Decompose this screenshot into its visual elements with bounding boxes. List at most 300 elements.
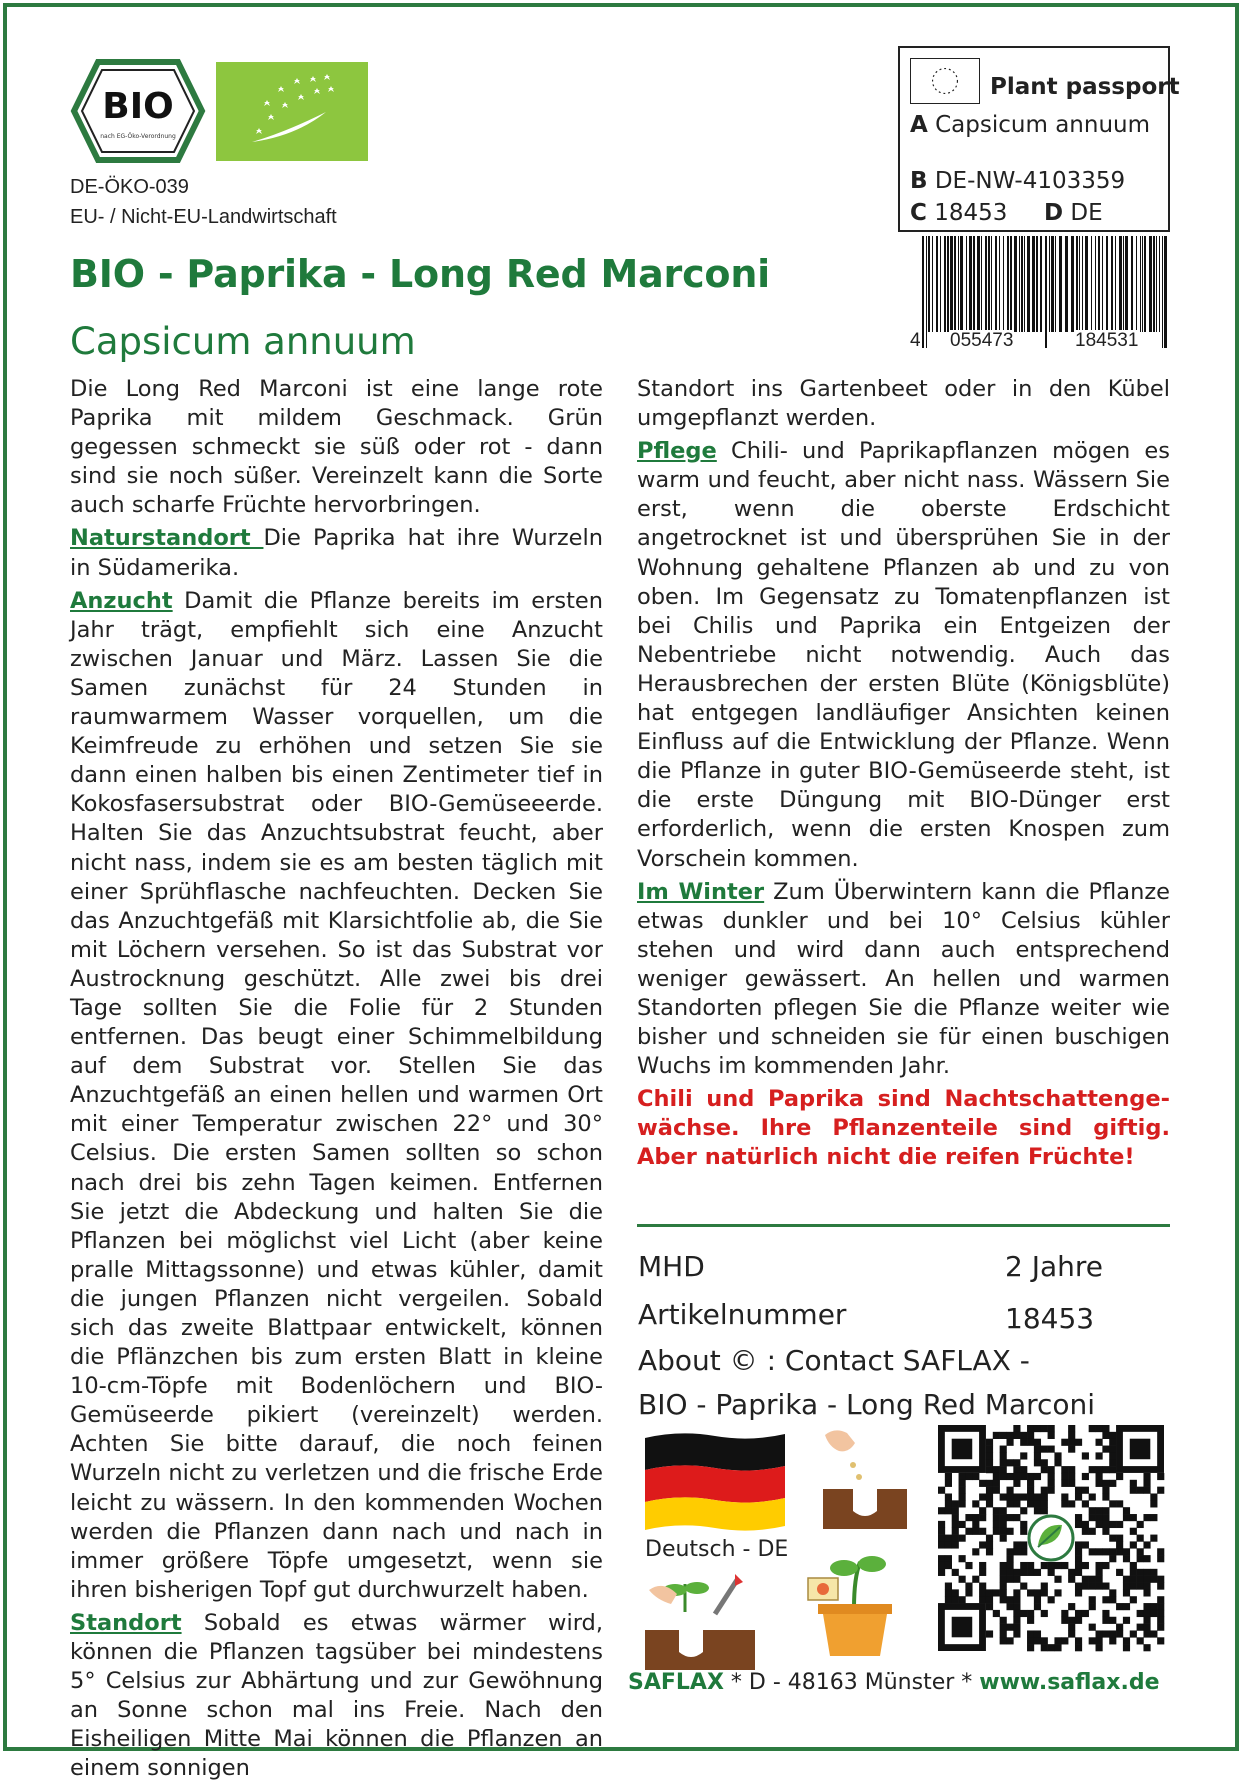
standort-text: Sobald es etwas wärmer wird, können die Pflanzen tagsüber bei mindestens 5° Celsius zur Abhärtung und zur Gewöhnung an Sonne schon mal ins Freie. Nach den Eisheiligen Mitte Mai können die Pflanzen an einem sonnigen	[70, 1609, 603, 1782]
qr-module	[938, 1555, 945, 1562]
qr-module	[959, 1555, 966, 1562]
qr-module	[945, 1507, 952, 1514]
qr-module	[1075, 1644, 1082, 1651]
qr-module	[1109, 1439, 1116, 1446]
qr-module	[1000, 1562, 1007, 1569]
qr-module	[993, 1507, 1000, 1514]
qr-module	[1082, 1473, 1089, 1480]
qr-module	[1116, 1603, 1123, 1610]
passport-line-a	[910, 112, 1150, 138]
qr-module	[972, 1548, 979, 1555]
qr-module	[1034, 1459, 1041, 1466]
qr-module	[1041, 1562, 1048, 1569]
qr-module	[1109, 1589, 1116, 1596]
qr-module	[952, 1514, 959, 1521]
qr-module	[1006, 1555, 1013, 1562]
qr-module	[952, 1541, 959, 1548]
qr-module	[1020, 1432, 1027, 1439]
qr-module	[945, 1500, 952, 1507]
qr-module	[1089, 1596, 1096, 1603]
barcode-bar	[1014, 236, 1017, 332]
qr-module	[1089, 1514, 1096, 1521]
qr-module	[1109, 1446, 1116, 1453]
qr-module	[1096, 1507, 1103, 1514]
certification-code: DE-ÖKO-039	[70, 176, 189, 198]
qr-module	[1027, 1480, 1034, 1487]
qr-module	[1027, 1630, 1034, 1637]
qr-module	[986, 1603, 993, 1610]
barcode-bar	[985, 236, 987, 332]
qr-module	[1006, 1624, 1013, 1631]
qr-module	[1000, 1535, 1007, 1542]
qr-module	[1157, 1473, 1164, 1480]
qr-module	[1082, 1528, 1089, 1535]
qr-module	[1027, 1569, 1034, 1576]
qr-module	[1000, 1576, 1007, 1583]
qr-module	[1143, 1487, 1150, 1494]
qr-module	[1130, 1596, 1137, 1603]
qr-module	[1157, 1610, 1164, 1617]
barcode-bar	[1051, 236, 1054, 332]
qr-module	[952, 1528, 959, 1535]
barcode-bar	[936, 236, 938, 332]
barcode-bar	[922, 236, 924, 348]
qr-module	[1061, 1466, 1068, 1473]
qr-module	[1130, 1562, 1137, 1569]
qr-module	[1020, 1583, 1027, 1590]
naturstandort-heading: Naturstandort	[70, 525, 264, 552]
barcode-bar	[1019, 236, 1020, 332]
qr-module	[1020, 1610, 1027, 1617]
sowing-hand-icon	[815, 1425, 915, 1530]
qr-module	[1020, 1473, 1027, 1480]
qr-module	[1068, 1432, 1075, 1439]
qr-module	[1068, 1603, 1075, 1610]
qr-module	[1000, 1630, 1007, 1637]
qr-module	[1061, 1610, 1068, 1617]
qr-module	[1034, 1596, 1041, 1603]
qr-module	[993, 1466, 1000, 1473]
qr-module	[1157, 1617, 1164, 1624]
qr-module	[1075, 1493, 1082, 1500]
qr-module	[1034, 1493, 1041, 1500]
qr-module	[986, 1500, 993, 1507]
qr-module	[1000, 1521, 1007, 1528]
qr-module	[1109, 1466, 1116, 1473]
barcode-bar	[1079, 236, 1080, 332]
qr-module	[1109, 1555, 1116, 1562]
qr-module	[1006, 1603, 1013, 1610]
right-text-column	[637, 375, 1170, 1177]
qr-module	[1027, 1432, 1034, 1439]
qr-module	[1048, 1466, 1055, 1473]
qr-module	[1089, 1493, 1096, 1500]
qr-module	[1048, 1432, 1055, 1439]
qr-module	[1109, 1521, 1116, 1528]
qr-module	[1109, 1452, 1116, 1459]
qr-module	[1109, 1459, 1116, 1466]
qr-module	[1157, 1583, 1164, 1590]
qr-module	[1061, 1617, 1068, 1624]
barcode-bar	[944, 236, 946, 332]
qr-module	[1034, 1473, 1041, 1480]
barcode-bar	[1065, 236, 1068, 332]
qr-module	[965, 1562, 972, 1569]
qr-module	[1143, 1610, 1150, 1617]
mhd-value: 2 Jahre	[1005, 1250, 1103, 1283]
qr-module	[1006, 1514, 1013, 1521]
qr-module	[1096, 1452, 1103, 1459]
qr-module	[1075, 1548, 1082, 1555]
qr-module	[1000, 1473, 1007, 1480]
barcode-bar	[1049, 236, 1050, 332]
qr-module	[1061, 1493, 1068, 1500]
qr-module	[1096, 1480, 1103, 1487]
qr-module	[1068, 1624, 1075, 1631]
qr-module	[952, 1521, 959, 1528]
qr-module	[1130, 1541, 1137, 1548]
qr-module	[1102, 1507, 1109, 1514]
barcode-bar	[1032, 236, 1035, 332]
qr-module	[1013, 1459, 1020, 1466]
qr-module	[1082, 1610, 1089, 1617]
qr-module	[1102, 1480, 1109, 1487]
qr-module	[1075, 1617, 1082, 1624]
qr-module	[1068, 1446, 1075, 1453]
winter-heading: Im Winter	[637, 878, 765, 905]
qr-module	[1054, 1459, 1061, 1466]
qr-module	[959, 1535, 966, 1542]
qr-module	[945, 1473, 952, 1480]
barcode-bar	[958, 236, 959, 332]
qr-module	[1000, 1452, 1007, 1459]
qr-module	[1027, 1562, 1034, 1569]
qr-module	[1027, 1493, 1034, 1500]
mhd-label: MHD	[638, 1250, 705, 1283]
qr-module	[972, 1521, 979, 1528]
qr-module	[1027, 1637, 1034, 1644]
qr-module	[952, 1569, 959, 1576]
barcode-bar	[999, 236, 1000, 332]
qr-module	[1109, 1596, 1116, 1603]
qr-module	[1123, 1555, 1130, 1562]
qr-module	[1013, 1610, 1020, 1617]
qr-module	[1150, 1514, 1157, 1521]
qr-module	[1089, 1624, 1096, 1631]
qr-module	[1000, 1596, 1007, 1603]
qr-module	[1048, 1487, 1055, 1494]
qr-module	[993, 1610, 1000, 1617]
qr-module	[938, 1535, 945, 1542]
qr-module	[1143, 1603, 1150, 1610]
qr-module	[1109, 1432, 1116, 1439]
qr-module	[1102, 1521, 1109, 1528]
qr-module	[1075, 1555, 1082, 1562]
qr-module	[959, 1473, 966, 1480]
qr-module	[1006, 1473, 1013, 1480]
qr-module	[1102, 1487, 1109, 1494]
barcode-bar	[1076, 236, 1078, 332]
barcode-bar	[995, 236, 997, 332]
qr-module	[986, 1589, 993, 1596]
qr-code[interactable]	[938, 1425, 1164, 1651]
qr-module	[1089, 1425, 1096, 1432]
qr-module	[1123, 1589, 1130, 1596]
qr-module	[1054, 1589, 1061, 1596]
qr-module	[1075, 1439, 1082, 1446]
qr-module	[1082, 1583, 1089, 1590]
barcode-bar	[1144, 236, 1146, 332]
qr-module	[1089, 1548, 1096, 1555]
barcode-bar	[1156, 236, 1157, 332]
qr-module	[986, 1548, 993, 1555]
qr-module	[1150, 1630, 1157, 1637]
qr-module	[1013, 1466, 1020, 1473]
qr-module	[972, 1576, 979, 1583]
qr-module	[1006, 1576, 1013, 1583]
qr-module	[1143, 1541, 1150, 1548]
qr-module	[1048, 1473, 1055, 1480]
qr-module	[1150, 1569, 1157, 1576]
passport-value-d: DE	[1070, 200, 1103, 226]
qr-module	[979, 1562, 986, 1569]
passport-value-a: Capsicum annuum	[935, 112, 1150, 138]
qr-module	[945, 1562, 952, 1569]
barcode-bar	[1059, 236, 1062, 332]
qr-module	[1157, 1555, 1164, 1562]
qr-module	[1034, 1507, 1041, 1514]
left-text-column	[70, 375, 603, 1788]
qr-module	[1082, 1452, 1089, 1459]
qr-module	[1075, 1610, 1082, 1617]
qr-module	[1041, 1446, 1048, 1453]
qr-module	[1096, 1425, 1103, 1432]
qr-module	[1102, 1432, 1109, 1439]
qr-module	[1143, 1583, 1150, 1590]
qr-module	[979, 1596, 986, 1603]
qr-module	[1048, 1446, 1055, 1453]
qr-module	[1075, 1514, 1082, 1521]
qr-module	[1027, 1617, 1034, 1624]
qr-module	[1068, 1480, 1075, 1487]
qr-module	[1006, 1569, 1013, 1576]
qr-module	[1000, 1624, 1007, 1631]
passport-label-d: D	[1044, 200, 1064, 226]
qr-module	[1150, 1610, 1157, 1617]
qr-module	[965, 1583, 972, 1590]
qr-module	[1123, 1644, 1130, 1651]
qr-module	[1034, 1439, 1041, 1446]
standort-heading: Standort	[70, 1609, 182, 1636]
footer-website-link[interactable]: www.saflax.de	[979, 1670, 1160, 1695]
qr-module	[1013, 1432, 1020, 1439]
qr-module	[1020, 1521, 1027, 1528]
winter-text: Zum Überwintern kann die Pflanze etwas dunkler und bei 10° Celsius kühler stehen und wird dann auch entsprechend weniger gewässert. An hellen und warmen Standorten pflegen Sie die Pflanze weiter wie bisher und schneiden sie für einen buschigen Wuchs im kommenden Jahr.	[637, 878, 1170, 1080]
anzucht-text: Damit die Pflanze bereits im ersten Jahr trägt, empfiehlt sich eine Anzucht zwischen Januar und März. Lassen Sie die Samen zunächst für 24 Stunden in raumwarmem Wasser vorquellen, um die Keimfreude zu erhöhen und setzen Sie sie dann einen halben bis einen Zentimeter tief in Kokosfasersubstrat oder BIO-Gemüseeerde. Halten Sie das Anzuchtsubstrat feucht, aber nicht nass, indem sie es am besten täglich mit einer Sprühflasche nachfeuchten. Decken Sie das Anzuchtgefäß mit Klarsichtfolie ab, die Sie mit Löchern versehen. So ist das Substrat vor Austrocknung geschützt. Alle zwei bis drei Tage sollten Sie die Folie für 2 Stunden entfernen. Das beugt einer Schimmelbildung auf dem Substrat vor. Stellen Sie das Anzuchtgefäß an einen hellen und warmen Ort mit einer Temperatur zwischen 22° und 30° Celsius. Die ersten Samen sollten so schon nach drei bis zehn Tagen keimen. Entfernen Sie jetzt die Abdeckung und halten Sie die Pflanzen bei möglichst viel Licht (aber keine pralle Mittagssonne) und etwas kühler, damit die jungen Pflanzen nicht vergeilen. Sobald sich das zweite Blattpaar entwickelt, können die Pflänzchen bis zum ersten Blatt in kleine 10-cm-Töpfe mit Bodenlöchern und BIO-Gemüseerde pikiert (vereinzelt) werden. Achten Sie bitte darauf, die noch feinen Wurzeln nicht zu verletzen und die frische Erde leicht zu wässern. In den kommenden Wochen werden die Pflanzen dann nach und nach in immer größere Töpfe umgesetzt, wenn sie ihren bisherigen Topf gut durchwurzelt haben.	[70, 587, 603, 1603]
qr-module	[1075, 1521, 1082, 1528]
qr-module	[1123, 1617, 1130, 1624]
qr-module	[1068, 1576, 1075, 1583]
qr-module	[1000, 1466, 1007, 1473]
qr-module	[1137, 1610, 1144, 1617]
barcode-bar	[950, 236, 953, 332]
intro-paragraph: Die Long Red Marconi ist eine lange rote Paprika mit mildem Geschmack. Grün gegessen schmeckt sie süß oder rot - dann sind sie noch süßer. Vereinzelt kann die Sorte auch scharfe Früchte hervorbringen.	[70, 376, 603, 519]
qr-module	[1150, 1500, 1157, 1507]
qr-module	[1020, 1548, 1027, 1555]
qr-module	[1089, 1603, 1096, 1610]
qr-module	[986, 1541, 993, 1548]
passport-label-c: C	[910, 200, 927, 226]
qr-module	[1048, 1644, 1055, 1651]
qr-module	[1027, 1589, 1034, 1596]
qr-module	[1006, 1528, 1013, 1535]
qr-module	[1137, 1569, 1144, 1576]
qr-module	[1157, 1603, 1164, 1610]
qr-module	[979, 1493, 986, 1500]
barcode-bar	[1024, 236, 1025, 332]
qr-module	[1034, 1452, 1041, 1459]
qr-module	[1096, 1473, 1103, 1480]
qr-module	[1041, 1507, 1048, 1514]
footer-brand: SAFLAX	[628, 1670, 724, 1695]
qr-module	[1116, 1541, 1123, 1548]
qr-module	[1041, 1644, 1048, 1651]
qr-module	[1089, 1507, 1096, 1514]
qr-module	[1061, 1473, 1068, 1480]
qr-module	[1075, 1637, 1082, 1644]
qr-module	[1130, 1480, 1137, 1487]
barcode-bar	[977, 236, 980, 332]
qr-module	[1006, 1432, 1013, 1439]
qr-module	[1143, 1480, 1150, 1487]
qr-module	[993, 1521, 1000, 1528]
barcode-bar	[960, 236, 963, 332]
qr-module	[1150, 1603, 1157, 1610]
qr-module	[965, 1473, 972, 1480]
plant-passport	[898, 46, 1180, 232]
barcode-bar	[928, 236, 930, 332]
qr-module	[1000, 1583, 1007, 1590]
qr-module	[1041, 1583, 1048, 1590]
qr-module	[1013, 1630, 1020, 1637]
qr-module	[993, 1528, 1000, 1535]
qr-module	[1123, 1583, 1130, 1590]
passport-value-c: 18453	[934, 200, 1008, 226]
qr-module	[1013, 1589, 1020, 1596]
qr-module	[1068, 1500, 1075, 1507]
qr-module	[1054, 1562, 1061, 1569]
qr-module	[1006, 1493, 1013, 1500]
qr-module	[1013, 1514, 1020, 1521]
qr-module	[1157, 1624, 1164, 1631]
qr-module	[986, 1452, 993, 1459]
qr-module	[1075, 1541, 1082, 1548]
qr-module	[1096, 1637, 1103, 1644]
qr-module	[1000, 1617, 1007, 1624]
qr-module	[959, 1493, 966, 1500]
qr-module	[952, 1589, 959, 1596]
qr-module	[1143, 1514, 1150, 1521]
qr-module	[1068, 1617, 1075, 1624]
qr-module	[1082, 1562, 1089, 1569]
qr-module	[1034, 1425, 1041, 1432]
potted-plant-icon	[800, 1548, 910, 1658]
qr-module	[1102, 1562, 1109, 1569]
qr-module	[1137, 1583, 1144, 1590]
barcode-bar	[1111, 236, 1113, 332]
qr-module	[979, 1480, 986, 1487]
seedling-transplant-icon	[645, 1570, 755, 1670]
qr-module	[1034, 1569, 1041, 1576]
qr-module	[938, 1541, 945, 1548]
qr-module	[1013, 1480, 1020, 1487]
qr-module	[945, 1541, 952, 1548]
qr-module	[1109, 1637, 1116, 1644]
article-number-label: Artikelnummer	[638, 1298, 847, 1331]
qr-module	[1000, 1514, 1007, 1521]
qr-module	[1054, 1644, 1061, 1651]
qr-module	[1075, 1562, 1082, 1569]
barcode-bar	[1010, 236, 1012, 332]
barcode-bar	[1040, 236, 1042, 332]
qr-module	[1082, 1576, 1089, 1583]
qr-module	[1068, 1425, 1075, 1432]
qr-module	[1096, 1630, 1103, 1637]
barcode-right-group: 184531	[1075, 330, 1139, 351]
product-latin-name: Capsicum annuum	[70, 320, 416, 363]
qr-module	[1102, 1425, 1109, 1432]
barcode-bar	[940, 236, 941, 332]
qr-module	[1096, 1583, 1103, 1590]
qr-module	[1075, 1487, 1082, 1494]
qr-module	[945, 1480, 952, 1487]
anzucht-heading: Anzucht	[70, 587, 173, 614]
qr-module	[1006, 1500, 1013, 1507]
qr-module	[1102, 1630, 1109, 1637]
qr-module	[993, 1589, 1000, 1596]
qr-module	[1000, 1507, 1007, 1514]
qr-module	[1130, 1630, 1137, 1637]
qr-module	[1027, 1644, 1034, 1651]
leaf-icon	[1029, 1516, 1073, 1560]
qr-module	[1006, 1459, 1013, 1466]
barcode-bar	[926, 236, 927, 348]
footer-address: * D - 48163 Münster *	[723, 1670, 980, 1695]
toxicity-warning: Chili und Paprika sind Nachtschattengewächse. Ihre Pflanzenteile sind giftig. Aber natürlich nicht die reifen Früchte!	[637, 1086, 1170, 1171]
qr-module	[1102, 1528, 1109, 1535]
qr-module	[1027, 1610, 1034, 1617]
pflege-paragraph	[637, 437, 1170, 873]
qr-module	[979, 1569, 986, 1576]
qr-module	[1000, 1493, 1007, 1500]
qr-module	[1150, 1493, 1157, 1500]
qr-module	[938, 1569, 945, 1576]
qr-module	[1096, 1548, 1103, 1555]
qr-module	[979, 1528, 986, 1535]
qr-module	[1150, 1535, 1157, 1542]
qr-module	[1020, 1466, 1027, 1473]
qr-module	[993, 1480, 1000, 1487]
svg-text:nach EG-Öko-Verordnung: nach EG-Öko-Verordnung	[100, 133, 176, 140]
barcode-bar	[954, 236, 956, 332]
qr-module	[1130, 1514, 1137, 1521]
qr-finder	[952, 1439, 973, 1460]
barcode-bar	[947, 236, 949, 332]
qr-module	[1102, 1610, 1109, 1617]
qr-module	[1096, 1466, 1103, 1473]
barcode-bar	[1036, 236, 1038, 332]
qr-module	[1020, 1528, 1027, 1535]
